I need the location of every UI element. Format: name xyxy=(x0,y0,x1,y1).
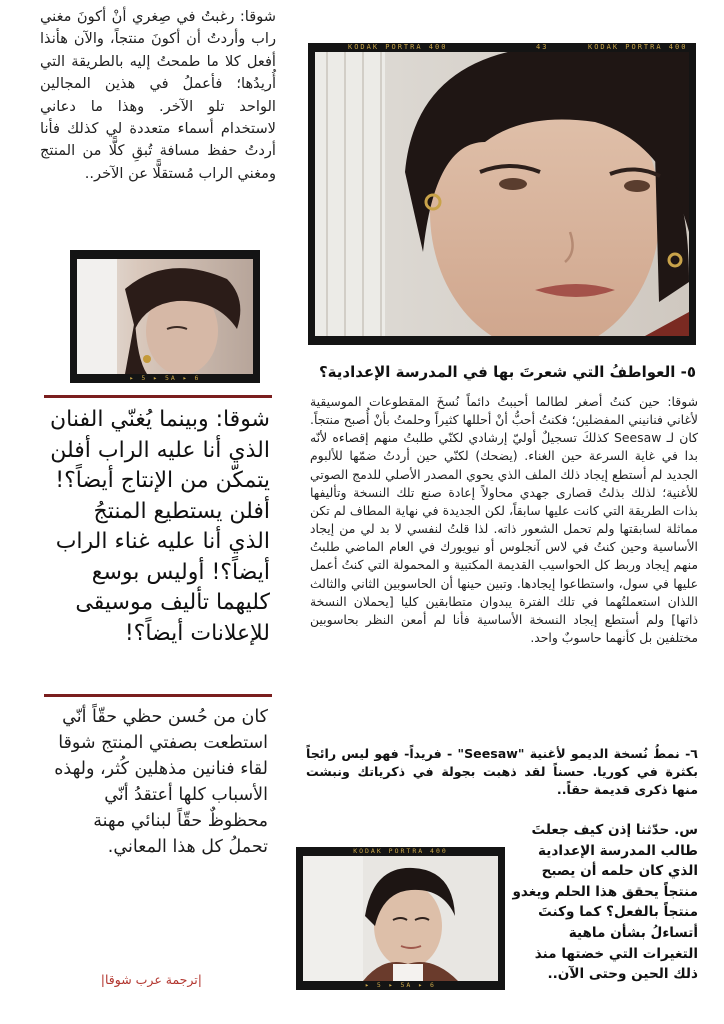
divider-top xyxy=(44,395,272,398)
film-edge-top xyxy=(70,250,260,259)
film-edge-bottom: ▸ 5 ▸ 5A ▸ 6 xyxy=(365,981,436,989)
pull-quote: شوقا: وبينما يُغنّي الفنان الذي أنا عليه الراب أفلن يتمكّن من الإنتاج أيضاً؟! أفلن يستطيع المنتجُ الذي أنا عليه غناء الراب أيضاً؟! أوليس بوسع كليهما تأليف موسيقى للإعلانات أيضاً؟! xyxy=(49,407,270,646)
question-5-heading: ٥- العواطفُ التي شعرتَ بها في المدرسة الإعدادية؟ xyxy=(318,363,696,381)
film-photo-small xyxy=(296,847,505,990)
film-edge-top xyxy=(308,43,696,52)
portrait-image xyxy=(77,259,253,374)
film-label-right: KODAK PORTRA 400 xyxy=(588,43,688,51)
film-label-left: KODAK PORTRA 400 xyxy=(348,43,448,51)
translator-credit: |ترجمة عرب شوقا| xyxy=(100,972,202,987)
portrait-drawing xyxy=(303,856,498,981)
film-edge-bottom: ▸ 5 ▸ 5A ▸ 6 xyxy=(129,374,201,382)
portrait-image xyxy=(315,52,689,336)
portrait-image xyxy=(303,856,498,981)
question-6-heading: ٦- نمطُ نُسخة الديمو لأغنية "Seesaw" - فريداً- فهو ليس رائجاً بكثرة في كوريا. حسناً لقد ذهبت بجولة في ذكرياتك ونبشت منها ذكرى قديمة حقاً.. xyxy=(306,746,698,797)
film-frame-number: 43 xyxy=(536,43,549,51)
film-edge-top: KODAK PORTRA 400 xyxy=(353,847,448,855)
divider-bottom xyxy=(44,694,272,697)
film-photo-main xyxy=(308,43,696,345)
intro-paragraph: شوقا: رغبتُ في صِغري أنْ أكونَ مغني راب وأردتُ أن أكونَ منتجاً، والآن هأنذا أفعل كلا ما طمحتُ إليه بالطريقة التي أُريدُها؛ فأعملُ في هذين المجالين الواحد تلو الآخر. وهذا ما دعاني لاستخدام أسماء متعددة لي كذلك فأنا أردتُ حفظ مسافة تُبقِ كلًّا من المنتج ومغني الراب مُستقلًّا عن الآخر.. xyxy=(40,8,276,182)
interview-question: س. حدّثنا إذن كيف جعلتَ طالب المدرسة الإعدادية الذي كان حلمه أن يصبح منتجاً يحقق هذا الحلم ويغدو منتجاً بالفعل؟ كما وكنتَ أتساءلُ بشأن ماهية التغيرات التي خضتها منذ ذلك الحين وحتى الآن.. xyxy=(512,822,698,983)
portrait-drawing xyxy=(315,52,689,336)
closing-paragraph: كان من حُسن حظي حقّاً أنّي استطعت بصفتي المنتج شوقا لقاء فنانين مذهلين كُثر، ولهذه الأسباب كلها أعتقدُ أنّي محظوظٌ حقّاً لبنائي مهنة تحملُ كل هذا المعاني. xyxy=(54,707,268,857)
portrait-drawing xyxy=(77,259,253,374)
film-photo-left xyxy=(70,250,260,383)
answer-5-paragraph: شوقا: حين كنتُ أصغر لطالما أحببتُ دائماً نُسخَ المقطوعات الموسيقية لأغاني فنانيني المفضلين؛ فكنتُ أحبُّ أنْ أحللها كثيراً وحلمتُ بأنْ أُصبح منتجاً. كان لـ Seesaw كذلكَ تسجيلٌ أوليّ إرشادي لكنّي طلبتُ منهم إقصاءه لأنّه بدا في غاية السرعة حين الغناء. (يضحك) لكنّي حين أردتُ ضمّها للألبوم الجديد لم أستطع إيجاد ذلك الملف الذي يحوي المصدر الأصلي للدمج الصوتي للأغنية؛ لذلك بذلتُ قصارى جهدي محاولاً إعادة صنع تلك النسخة وتأليفها بذات الطريقة التي كانت عليها سابقاً، لكن الجديدة في نهاية المطاف لم تكن مماثلة لسابقتها ولم تحمل الشعور ذاته. لذا قلتُ لنفسي لا بد لي من إيجاد الأساسية وحين كنتُ في لاس آنجلوس أو نيويورك في العام الماضي طلبتُ منهم إيجاد وربط كل الحواسيب القديمة المكتبية و المحمولة التي كنتُ أعمل عليها في سول، واستطاعوا إيجادها. وتبين حينها أن الحاسوبين الثاني والثالث اللذان استعملتُهما في تلك الفترة يبدوان متطابقين كليا [يحملان النسخة ذاتها] ولم أستطع إيجاد النسخة الأساسية فأنا لم أمعن النظر بحاسوبين مختلفين بل كأنهما حاسوبٌ واحد. xyxy=(310,394,698,646)
film-edge-bottom xyxy=(308,336,696,345)
